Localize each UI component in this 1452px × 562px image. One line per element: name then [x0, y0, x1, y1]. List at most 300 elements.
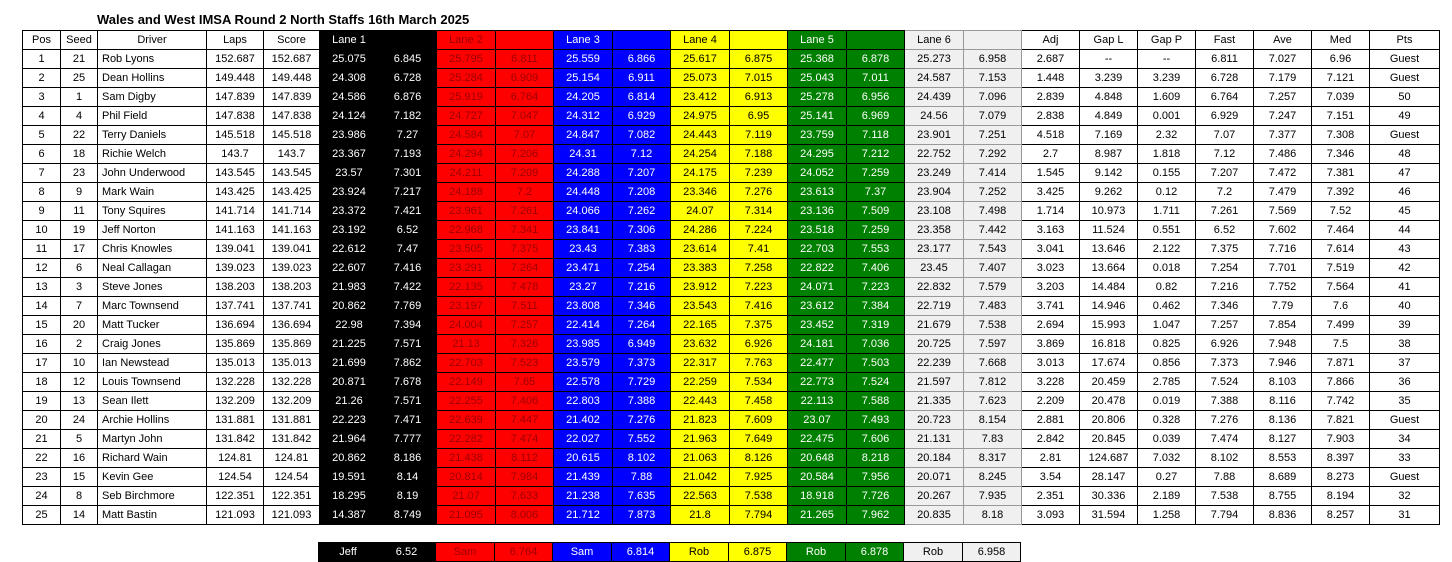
cell-lane1-laps: 21.699 [320, 354, 379, 373]
cell-lane2-laps: 22.968 [437, 221, 496, 240]
cell-lane6-laps: 20.725 [905, 335, 964, 354]
cell-med: 7.866 [1312, 373, 1370, 392]
cell-lane2-laps: 21.438 [437, 449, 496, 468]
cell-adj: 3.54 [1022, 468, 1080, 487]
cell-lane6-laps: 20.071 [905, 468, 964, 487]
cell-lane1-best: 7.471 [379, 411, 437, 430]
cell-lane3-laps: 23.808 [554, 297, 613, 316]
cell-lane4-laps: 23.543 [671, 297, 730, 316]
cell-lane6-laps: 22.832 [905, 278, 964, 297]
cell-lane6-laps: 20.184 [905, 449, 964, 468]
cell-score: 143.545 [264, 164, 320, 183]
cell-driver: Sam Digby [98, 88, 207, 107]
cell-lane5-laps: 22.822 [788, 259, 847, 278]
cell-fast: 8.102 [1196, 449, 1254, 468]
cell-lane1-laps: 22.223 [320, 411, 379, 430]
table-row [23, 487, 1440, 506]
cell-lane5-laps: 23.759 [788, 126, 847, 145]
table-row [23, 354, 1440, 373]
cell-gap-p: 0.27 [1138, 468, 1196, 487]
cell-adj: 3.869 [1022, 335, 1080, 354]
cell-score: 137.741 [264, 297, 320, 316]
cell-ave: 8.127 [1254, 430, 1312, 449]
cell-lane1-laps: 22.98 [320, 316, 379, 335]
cell-driver: Martyn John [98, 430, 207, 449]
cell-lane5-laps: 22.477 [788, 354, 847, 373]
cell-lane5-best: 6.878 [847, 50, 905, 69]
cell-driver: Matt Tucker [98, 316, 207, 335]
cell-lane5-best: 7.588 [847, 392, 905, 411]
cell-lane6-laps: 23.45 [905, 259, 964, 278]
cell-lane1-laps: 22.612 [320, 240, 379, 259]
cell-adj: 3.023 [1022, 259, 1080, 278]
cell-driver: Dean Hollins [98, 69, 207, 88]
cell-adj: 2.7 [1022, 145, 1080, 164]
cell-ave: 8.103 [1254, 373, 1312, 392]
cell-lane5-best: 7.036 [847, 335, 905, 354]
cell-lane4-best: 6.95 [730, 107, 788, 126]
cell-med: 8.257 [1312, 506, 1370, 525]
summary-row [319, 543, 1021, 562]
cell-lane4-laps: 24.254 [671, 145, 730, 164]
cell-med: 7.52 [1312, 202, 1370, 221]
cell-lane6-laps: 24.587 [905, 69, 964, 88]
cell-lane6-best: 7.251 [964, 126, 1022, 145]
cell-med: 8.397 [1312, 449, 1370, 468]
cell-lane4-best: 7.925 [730, 468, 788, 487]
cell-fast: 7.216 [1196, 278, 1254, 297]
table-row [23, 107, 1440, 126]
summary-driver-lane1: Jeff [319, 543, 378, 562]
cell-lane4-laps: 23.912 [671, 278, 730, 297]
summary-driver-lane3: Sam [553, 543, 612, 562]
table-row [23, 145, 1440, 164]
cell-lane5-best: 7.406 [847, 259, 905, 278]
cell-ave: 8.836 [1254, 506, 1312, 525]
header-lane4: Lane 4 [671, 31, 730, 50]
cell-lane1-laps: 23.192 [320, 221, 379, 240]
cell-pts: 38 [1370, 335, 1440, 354]
cell-ave: 7.027 [1254, 50, 1312, 69]
cell-lane3-laps: 21.439 [554, 468, 613, 487]
cell-lane3-best: 6.866 [613, 50, 671, 69]
cell-lane4-laps: 24.07 [671, 202, 730, 221]
cell-pts: 31 [1370, 506, 1440, 525]
cell-gap-p: 0.019 [1138, 392, 1196, 411]
summary-value-lane4: 6.875 [729, 543, 787, 562]
cell-adj: 2.687 [1022, 50, 1080, 69]
cell-laps: 141.163 [207, 221, 264, 240]
summary-value-lane6: 6.958 [963, 543, 1021, 562]
cell-pts: Guest [1370, 411, 1440, 430]
cell-lane4-best: 7.538 [730, 487, 788, 506]
cell-lane3-best: 7.346 [613, 297, 671, 316]
table-row [23, 335, 1440, 354]
cell-adj: 3.425 [1022, 183, 1080, 202]
cell-score: 136.694 [264, 316, 320, 335]
cell-lane4-best: 6.926 [730, 335, 788, 354]
cell-seed: 16 [61, 449, 98, 468]
table-row [23, 316, 1440, 335]
cell-lane2-laps: 25.919 [437, 88, 496, 107]
cell-seed: 2 [61, 335, 98, 354]
cell-lane2-best: 7.2 [496, 183, 554, 202]
cell-pos: 4 [23, 107, 61, 126]
cell-lane5-laps: 25.278 [788, 88, 847, 107]
cell-pos: 12 [23, 259, 61, 278]
cell-laps: 132.228 [207, 373, 264, 392]
summary-driver-lane6: Rob [904, 543, 963, 562]
cell-score: 124.54 [264, 468, 320, 487]
summary-value-lane2: 6.764 [495, 543, 553, 562]
table-row [23, 50, 1440, 69]
cell-lane6-best: 7.579 [964, 278, 1022, 297]
cell-driver: Steve Jones [98, 278, 207, 297]
cell-gap-l: 17.674 [1080, 354, 1138, 373]
cell-lane2-laps: 24.584 [437, 126, 496, 145]
cell-pos: 13 [23, 278, 61, 297]
cell-lane3-best: 7.635 [613, 487, 671, 506]
cell-lane3-best: 7.873 [613, 506, 671, 525]
cell-pts: Guest [1370, 50, 1440, 69]
cell-adj: 3.228 [1022, 373, 1080, 392]
cell-lane3-laps: 21.238 [554, 487, 613, 506]
lane2-header-spacer [496, 31, 554, 50]
cell-lane3-best: 7.262 [613, 202, 671, 221]
cell-gap-l: 9.262 [1080, 183, 1138, 202]
cell-laps: 139.023 [207, 259, 264, 278]
cell-lane4-laps: 23.383 [671, 259, 730, 278]
cell-seed: 7 [61, 297, 98, 316]
cell-fast: 7.2 [1196, 183, 1254, 202]
cell-gap-p: 0.12 [1138, 183, 1196, 202]
cell-lane3-best: 7.208 [613, 183, 671, 202]
cell-lane3-best: 8.102 [613, 449, 671, 468]
cell-gap-l: 13.646 [1080, 240, 1138, 259]
cell-lane6-laps: 23.249 [905, 164, 964, 183]
cell-lane5-best: 6.969 [847, 107, 905, 126]
cell-gap-l: 124.687 [1080, 449, 1138, 468]
cell-lane5-best: 7.956 [847, 468, 905, 487]
table-row [23, 240, 1440, 259]
cell-med: 7.519 [1312, 259, 1370, 278]
cell-laps: 149.448 [207, 69, 264, 88]
cell-lane6-best: 8.18 [964, 506, 1022, 525]
cell-lane5-best: 7.524 [847, 373, 905, 392]
cell-fast: 6.52 [1196, 221, 1254, 240]
cell-adj: 2.839 [1022, 88, 1080, 107]
header-row [23, 31, 1440, 50]
cell-adj: 2.838 [1022, 107, 1080, 126]
cell-lane6-best: 8.317 [964, 449, 1022, 468]
cell-pos: 2 [23, 69, 61, 88]
cell-lane1-laps: 24.308 [320, 69, 379, 88]
cell-lane3-laps: 22.027 [554, 430, 613, 449]
header-adj: Adj [1022, 31, 1080, 50]
cell-gap-l: 11.524 [1080, 221, 1138, 240]
cell-lane5-laps: 23.613 [788, 183, 847, 202]
cell-lane5-laps: 24.181 [788, 335, 847, 354]
cell-gap-p: 2.32 [1138, 126, 1196, 145]
cell-lane4-best: 7.188 [730, 145, 788, 164]
cell-lane3-laps: 22.578 [554, 373, 613, 392]
cell-lane5-laps: 18.918 [788, 487, 847, 506]
cell-score: 139.041 [264, 240, 320, 259]
cell-seed: 9 [61, 183, 98, 202]
table-row [23, 278, 1440, 297]
cell-laps: 145.518 [207, 126, 264, 145]
cell-seed: 20 [61, 316, 98, 335]
cell-laps: 143.425 [207, 183, 264, 202]
cell-lane1-best: 7.301 [379, 164, 437, 183]
cell-lane1-best: 7.777 [379, 430, 437, 449]
cell-lane6-laps: 22.752 [905, 145, 964, 164]
cell-pos: 16 [23, 335, 61, 354]
cell-lane4-best: 7.375 [730, 316, 788, 335]
cell-lane1-best: 8.19 [379, 487, 437, 506]
cell-lane3-laps: 24.847 [554, 126, 613, 145]
table-row [23, 183, 1440, 202]
cell-ave: 8.755 [1254, 487, 1312, 506]
cell-lane2-best: 7.375 [496, 240, 554, 259]
cell-lane5-best: 7.37 [847, 183, 905, 202]
header-lane5: Lane 5 [788, 31, 847, 50]
cell-seed: 13 [61, 392, 98, 411]
summary-value-lane3: 6.814 [612, 543, 670, 562]
cell-gap-l: 9.142 [1080, 164, 1138, 183]
cell-lane6-best: 7.079 [964, 107, 1022, 126]
cell-lane3-laps: 21.712 [554, 506, 613, 525]
cell-score: 141.163 [264, 221, 320, 240]
table-row [23, 69, 1440, 88]
cell-fast: 7.257 [1196, 316, 1254, 335]
cell-fast: 7.254 [1196, 259, 1254, 278]
cell-driver: Louis Townsend [98, 373, 207, 392]
cell-lane3-laps: 22.414 [554, 316, 613, 335]
cell-lane4-best: 7.224 [730, 221, 788, 240]
cell-lane5-best: 7.503 [847, 354, 905, 373]
cell-lane2-best: 7.209 [496, 164, 554, 183]
cell-gap-p: 0.856 [1138, 354, 1196, 373]
table-row [23, 202, 1440, 221]
cell-fast: 6.764 [1196, 88, 1254, 107]
cell-seed: 23 [61, 164, 98, 183]
cell-pos: 14 [23, 297, 61, 316]
cell-lane3-best: 7.306 [613, 221, 671, 240]
cell-driver: Neal Callagan [98, 259, 207, 278]
cell-lane6-best: 7.83 [964, 430, 1022, 449]
cell-adj: 3.203 [1022, 278, 1080, 297]
cell-laps: 147.838 [207, 107, 264, 126]
cell-lane4-best: 7.015 [730, 69, 788, 88]
cell-lane5-laps: 25.141 [788, 107, 847, 126]
cell-lane1-laps: 25.075 [320, 50, 379, 69]
cell-lane2-laps: 22.135 [437, 278, 496, 297]
cell-seed: 10 [61, 354, 98, 373]
cell-lane2-best: 7.264 [496, 259, 554, 278]
cell-lane1-best: 8.14 [379, 468, 437, 487]
cell-lane3-laps: 23.471 [554, 259, 613, 278]
cell-seed: 25 [61, 69, 98, 88]
cell-adj: 2.694 [1022, 316, 1080, 335]
cell-score: 143.7 [264, 145, 320, 164]
cell-pts: 41 [1370, 278, 1440, 297]
cell-fast: 7.88 [1196, 468, 1254, 487]
cell-lane5-best: 7.223 [847, 278, 905, 297]
cell-lane5-laps: 25.043 [788, 69, 847, 88]
cell-lane2-laps: 24.188 [437, 183, 496, 202]
cell-lane3-laps: 25.559 [554, 50, 613, 69]
lane5-header-spacer [847, 31, 905, 50]
cell-lane5-best: 7.259 [847, 164, 905, 183]
cell-lane4-laps: 22.259 [671, 373, 730, 392]
cell-lane6-laps: 23.904 [905, 183, 964, 202]
header-pos: Pos [23, 31, 61, 50]
cell-pts: 42 [1370, 259, 1440, 278]
cell-lane4-laps: 22.317 [671, 354, 730, 373]
table-row [23, 373, 1440, 392]
cell-score: 132.228 [264, 373, 320, 392]
cell-lane3-best: 7.264 [613, 316, 671, 335]
header-pts: Pts [1370, 31, 1440, 50]
cell-gap-l: 4.849 [1080, 107, 1138, 126]
cell-lane4-best: 7.534 [730, 373, 788, 392]
cell-gap-l: 31.594 [1080, 506, 1138, 525]
cell-med: 7.499 [1312, 316, 1370, 335]
cell-lane1-best: 8.749 [379, 506, 437, 525]
cell-lane2-best: 7.257 [496, 316, 554, 335]
cell-gap-p: 1.818 [1138, 145, 1196, 164]
cell-med: 7.381 [1312, 164, 1370, 183]
cell-gap-l: -- [1080, 50, 1138, 69]
cell-lane3-laps: 24.312 [554, 107, 613, 126]
cell-ave: 7.752 [1254, 278, 1312, 297]
cell-seed: 3 [61, 278, 98, 297]
cell-ave: 7.377 [1254, 126, 1312, 145]
cell-lane3-best: 6.814 [613, 88, 671, 107]
cell-ave: 7.716 [1254, 240, 1312, 259]
results-body [23, 50, 1440, 525]
cell-lane2-laps: 25.284 [437, 69, 496, 88]
cell-gap-l: 30.336 [1080, 487, 1138, 506]
cell-driver: Seb Birchmore [98, 487, 207, 506]
cell-score: 135.869 [264, 335, 320, 354]
cell-fast: 7.538 [1196, 487, 1254, 506]
cell-lane6-best: 7.543 [964, 240, 1022, 259]
cell-driver: Tony Squires [98, 202, 207, 221]
header-gap-l: Gap L [1080, 31, 1138, 50]
cell-lane1-best: 7.571 [379, 392, 437, 411]
cell-lane4-best: 7.119 [730, 126, 788, 145]
cell-laps: 121.093 [207, 506, 264, 525]
cell-lane1-best: 7.394 [379, 316, 437, 335]
cell-gap-p: 0.001 [1138, 107, 1196, 126]
cell-lane6-best: 8.154 [964, 411, 1022, 430]
cell-ave: 7.179 [1254, 69, 1312, 88]
cell-lane3-laps: 23.985 [554, 335, 613, 354]
cell-lane6-laps: 21.597 [905, 373, 964, 392]
cell-pos: 25 [23, 506, 61, 525]
cell-lane3-best: 7.729 [613, 373, 671, 392]
cell-lane6-best: 7.668 [964, 354, 1022, 373]
cell-lane5-best: 7.319 [847, 316, 905, 335]
cell-driver: Kevin Gee [98, 468, 207, 487]
cell-lane1-best: 7.769 [379, 297, 437, 316]
cell-gap-p: 0.551 [1138, 221, 1196, 240]
cell-laps: 122.351 [207, 487, 264, 506]
cell-fast: 7.388 [1196, 392, 1254, 411]
table-row [23, 126, 1440, 145]
cell-lane4-best: 7.649 [730, 430, 788, 449]
cell-lane6-best: 7.483 [964, 297, 1022, 316]
cell-pos: 7 [23, 164, 61, 183]
cell-lane2-best: 7.474 [496, 430, 554, 449]
cell-lane2-laps: 24.727 [437, 107, 496, 126]
cell-score: 143.425 [264, 183, 320, 202]
cell-med: 8.194 [1312, 487, 1370, 506]
cell-lane3-best: 7.207 [613, 164, 671, 183]
cell-gap-p: 1.711 [1138, 202, 1196, 221]
summary-driver-lane2: Sam [436, 543, 495, 562]
cell-lane3-laps: 25.154 [554, 69, 613, 88]
cell-lane2-best: 7.07 [496, 126, 554, 145]
cell-adj: 2.81 [1022, 449, 1080, 468]
page-title: Wales and West IMSA Round 2 North Staffs 16th March 2025 [97, 12, 470, 27]
cell-lane6-laps: 22.239 [905, 354, 964, 373]
cell-lane3-laps: 23.43 [554, 240, 613, 259]
cell-lane1-laps: 21.964 [320, 430, 379, 449]
cell-lane5-best: 7.726 [847, 487, 905, 506]
cell-pts: 48 [1370, 145, 1440, 164]
cell-fast: 7.07 [1196, 126, 1254, 145]
cell-lane5-laps: 22.773 [788, 373, 847, 392]
cell-lane2-best: 7.984 [496, 468, 554, 487]
cell-lane3-laps: 24.205 [554, 88, 613, 107]
cell-lane4-best: 7.416 [730, 297, 788, 316]
cell-driver: Chris Knowles [98, 240, 207, 259]
cell-fast: 6.811 [1196, 50, 1254, 69]
cell-lane5-laps: 20.648 [788, 449, 847, 468]
cell-lane2-laps: 22.255 [437, 392, 496, 411]
cell-gap-l: 3.239 [1080, 69, 1138, 88]
cell-lane2-best: 7.326 [496, 335, 554, 354]
cell-adj: 4.518 [1022, 126, 1080, 145]
summary-value-lane1: 6.52 [378, 543, 436, 562]
cell-lane2-laps: 23.197 [437, 297, 496, 316]
cell-med: 7.6 [1312, 297, 1370, 316]
header-score: Score [264, 31, 320, 50]
cell-score: 139.023 [264, 259, 320, 278]
cell-med: 8.273 [1312, 468, 1370, 487]
cell-pts: 44 [1370, 221, 1440, 240]
cell-lane5-laps: 23.612 [788, 297, 847, 316]
cell-lane1-laps: 22.607 [320, 259, 379, 278]
cell-lane1-laps: 20.862 [320, 297, 379, 316]
cell-laps: 143.545 [207, 164, 264, 183]
cell-ave: 7.948 [1254, 335, 1312, 354]
cell-lane1-laps: 19.591 [320, 468, 379, 487]
cell-gap-l: 4.848 [1080, 88, 1138, 107]
cell-pts: Guest [1370, 69, 1440, 88]
cell-lane2-laps: 21.13 [437, 335, 496, 354]
cell-lane6-best: 8.245 [964, 468, 1022, 487]
cell-pts: 37 [1370, 354, 1440, 373]
cell-med: 7.903 [1312, 430, 1370, 449]
cell-lane6-laps: 20.835 [905, 506, 964, 525]
cell-lane4-best: 7.239 [730, 164, 788, 183]
cell-lane3-laps: 22.803 [554, 392, 613, 411]
cell-lane1-laps: 23.57 [320, 164, 379, 183]
